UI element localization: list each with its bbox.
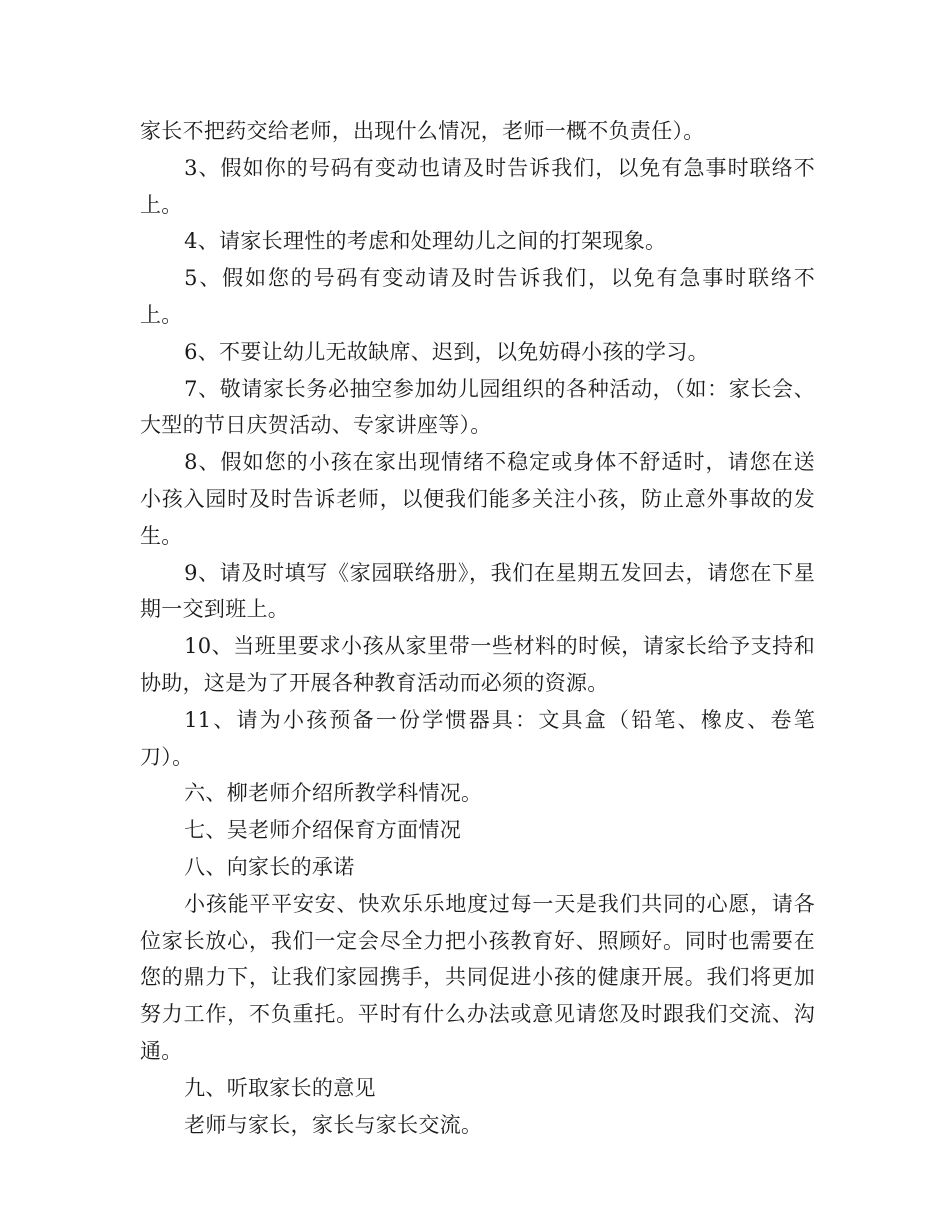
paragraph-continuation: 家长不把药交给老师，出现什么情况，老师一概不负责任）。: [140, 119, 705, 143]
paragraph-item-3: 3、假如你的号码有变动也请及时告诉我们，以免有急事时联络不上。: [140, 155, 815, 217]
section-heading-9: 九、听取家长的意见: [184, 1075, 376, 1100]
section-heading-6: 六、柳老师介绍所教学科情况。: [184, 781, 483, 806]
paragraph-item-4: 4、请家长理性的考虑和处理幼儿之间的打架现象。: [184, 229, 667, 254]
paragraph-item-10: 10、当班里要求小孩从家里带一些材料的时候，请家长给予支持和协助，这是为了开展各种教育活动而必须的资源。: [140, 634, 815, 695]
paragraph-item-5: 5、假如您的号码有变动请及时告诉我们，以免有急事时联络不上。: [140, 266, 815, 327]
paragraph-item-11: 11、请为小孩预备一份学惯器具：文具盒（铅笔、橡皮、卷笔刀）。: [140, 707, 815, 769]
paragraph-item-7: 7、敬请家长务必抽空参加幼儿园组织的各种活动，（如：家长会、大型的节日庆贺活动、专家讲座等）。: [140, 376, 815, 438]
promise-paragraph: 小孩能平平安安、快欢乐乐地度过每一天是我们共同的心愿，请各位家长放心，我们一定会尽全力把小孩教育好、照顾好。同时也需要在您的鼎力下，让我们家园携手，共同促进小孩的健康开展。我们将更加努力工作，不负重托。平时有什么办法或意见请您及时跟我们交流、沟通。: [140, 891, 815, 1063]
section-heading-8: 八、向家长的承诺: [184, 854, 355, 879]
document-body: [140, 113, 815, 1143]
closing-paragraph: 老师与家长，家长与家长交流。: [184, 1112, 483, 1137]
paragraph-item-9: 9、请及时填写《家园联络册》，我们在星期五发回去，请您在下星期一交到班上。: [140, 560, 815, 622]
paragraph-item-6: 6、不要让幼儿无故缺席、迟到，以免妨碍小孩的学习。: [184, 339, 709, 364]
paragraph-item-8: 8、假如您的小孩在家出现情绪不稳定或身体不舒适时，请您在送小孩入园时及时告诉老师，以便我们能多关注小孩，防止意外事故的发生。: [140, 450, 815, 548]
section-heading-7: 七、吴老师介绍保育方面情况: [184, 818, 461, 843]
